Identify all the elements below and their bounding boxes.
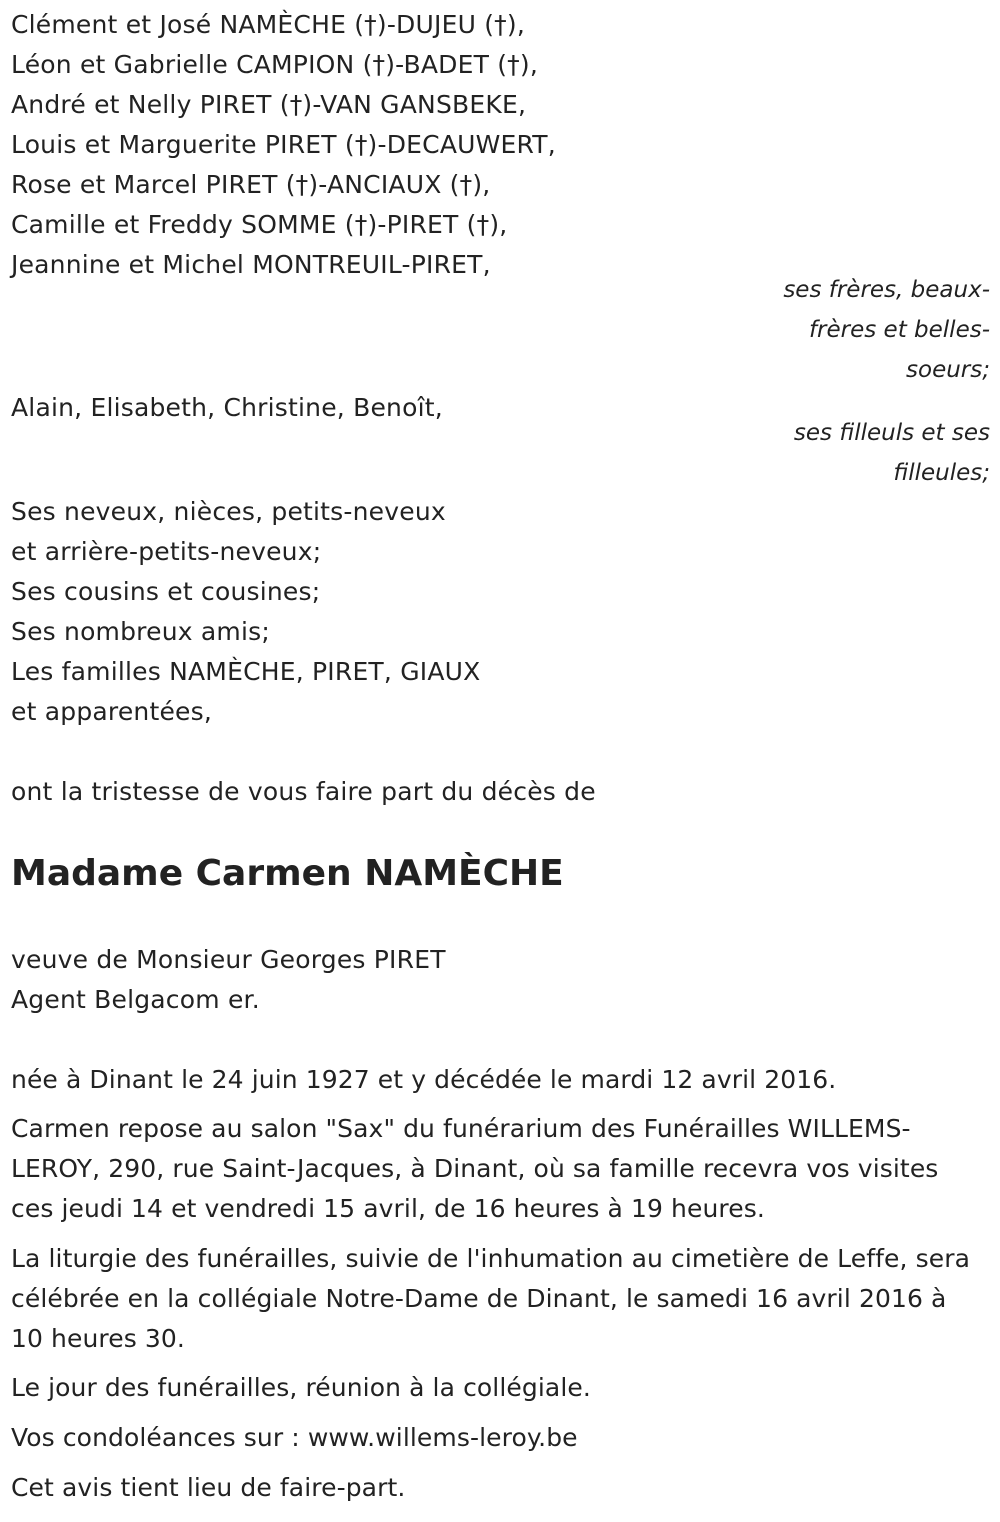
- godchildren-relation-line: filleules;: [893, 460, 990, 486]
- deceased-name-heading: Madame Carmen NAMÈCHE: [11, 853, 564, 894]
- siblings-relation-line: soeurs;: [906, 357, 990, 383]
- extended-family-line: Les familles NAMÈCHE, PIRET, GIAUX: [11, 657, 481, 686]
- notice-paragraph: Cet avis tient lieu de faire-part.: [11, 1473, 406, 1502]
- occupation-line: Agent Belgacom er.: [11, 985, 260, 1014]
- family-line: Louis et Marguerite PIRET (†)-DECAUWERT,: [11, 130, 556, 159]
- family-line: Clément et José NAMÈCHE (†)-DUJEU (†),: [11, 10, 525, 39]
- condolences-paragraph: Vos condoléances sur : www.willems-leroy.be: [11, 1423, 578, 1452]
- birth-death-paragraph: née à Dinant le 24 juin 1927 et y décédée le mardi 12 avril 2016.: [11, 1065, 837, 1094]
- extended-family-line: Ses neveux, nièces, petits-neveux: [11, 497, 446, 526]
- liturgy-paragraph: La liturgie des funérailles, suivie de l'inhumation au cimetière de Leffe, sera célébrée en la collégiale Notre-Dame de Dinant, le samedi 16 avril 2016 à 10 heures 30.: [11, 1244, 970, 1353]
- extended-family-line: Ses cousins et cousines;: [11, 577, 321, 606]
- siblings-relation-line: ses frères, beaux-: [783, 277, 990, 303]
- family-line: Camille et Freddy SOMME (†)-PIRET (†),: [11, 210, 508, 239]
- extended-family-line: et arrière-petits-neveux;: [11, 537, 322, 566]
- family-line: Rose et Marcel PIRET (†)-ANCIAUX (†),: [11, 170, 491, 199]
- widow-line: veuve de Monsieur Georges PIRET: [11, 945, 446, 974]
- visitation-paragraph: Carmen repose au salon "Sax" du funérarium des Funérailles WILLEMS-LEROY, 290, rue Saint-Jacques, à Dinant, où sa famille recevra vos visites ces jeudi 14 et vendredi 15 avril, de 16 heures à 19 heures.: [11, 1114, 939, 1223]
- siblings-relation-line: frères et belles-: [808, 317, 990, 343]
- extended-family-line: Ses nombreux amis;: [11, 617, 270, 646]
- godchildren-relation-line: ses filleuls et ses: [793, 420, 990, 446]
- extended-family-line: et apparentées,: [11, 697, 212, 726]
- meeting-paragraph: Le jour des funérailles, réunion à la collégiale.: [11, 1373, 591, 1402]
- announcement-text: ont la tristesse de vous faire part du décès de: [11, 777, 596, 806]
- godchildren-line: Alain, Elisabeth, Christine, Benoît,: [11, 393, 443, 422]
- family-line: Jeannine et Michel MONTREUIL-PIRET,: [11, 250, 491, 279]
- family-line: André et Nelly PIRET (†)-VAN GANSBEKE,: [11, 90, 527, 119]
- family-line: Léon et Gabrielle CAMPION (†)-BADET (†),: [11, 50, 538, 79]
